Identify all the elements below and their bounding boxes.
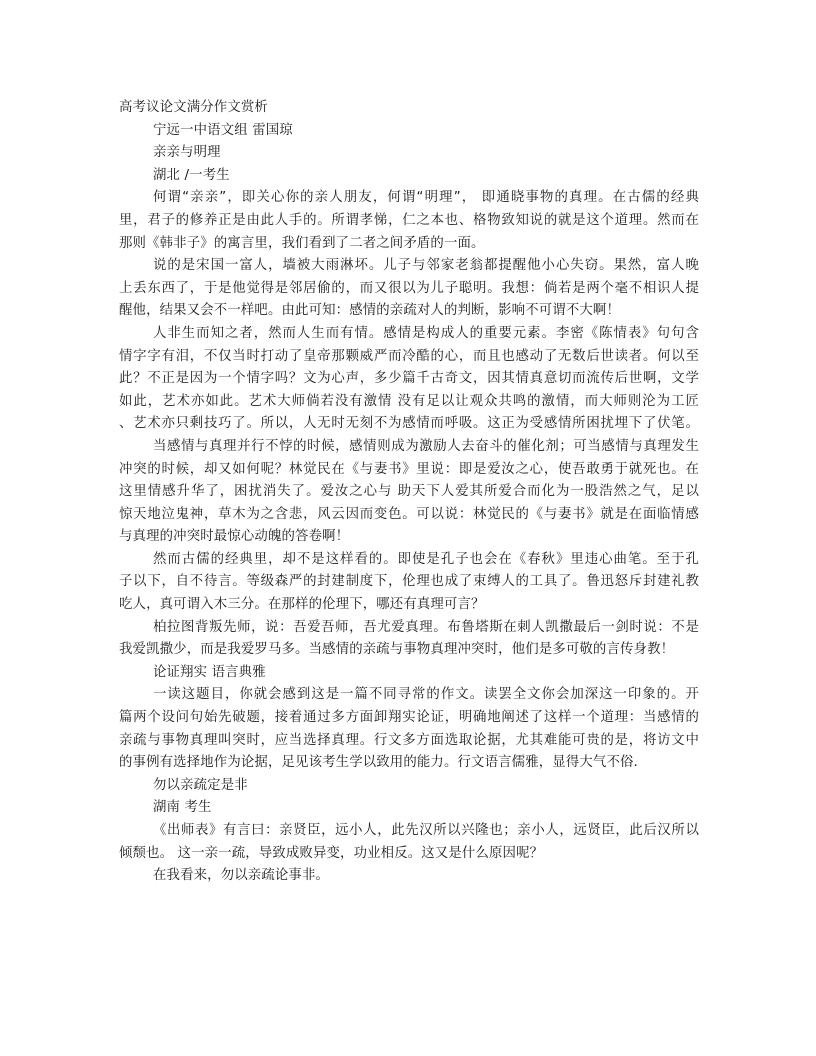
paragraph-line: 子以下，自不待言。等级森严的封建制度下，伦理也成了束缚人的工具了。鲁迅怒斥封建礼教 xyxy=(119,574,699,590)
paragraph-line: 情字字有泪，不仅当时打动了皇帝那颗威严而冷酷的心，而且也感动了无数后世读者。何以至 xyxy=(119,348,699,364)
paragraph-line: 人非生而知之者，然而人生而有情。感情是构成人的重要元素。李密《陈情表》句句含 xyxy=(153,325,699,341)
paragraph-line: 倾颓也。 这一亲一疏，导致成败异变，功业相反。这又是什么原因呢？ xyxy=(119,845,544,861)
paragraph-line: 的事例有选择地作为论据，足见该考生学以致用的能力。行文语言儒雅，显得大气不俗. xyxy=(119,755,638,771)
paragraph-line: 说的是宋国一富人，墙被大雨淋坏。儿子与邻家老翁都提醒他小心失窃。果然，富人晚 xyxy=(153,258,699,274)
essay-author: 湖南 考生 xyxy=(153,800,212,816)
paragraph-line: 惊天地泣鬼神，草木为之含悲，风云因而变色。可以说：林觉民的《与妻书》就是在面临情感 xyxy=(119,506,699,522)
essay-author: 湖北 /一考生 xyxy=(153,167,230,183)
paragraph-line: 这里情感升华了，困扰消失了。爱汝之心与 助天下人爱其所爱合而化为一股浩然之气，足以 xyxy=(119,484,699,500)
essay-title: 勿以亲疏定是非 xyxy=(153,777,248,793)
paragraph-line: 醒他，结果又会不一样吧。由此可知：感情的亲疏对人的判断，影响不可谓不大啊！ xyxy=(119,303,621,319)
paragraph-line: 何谓“亲亲”，即关心你的亲人朋友，何谓“明理”， 即通晓事物的真理。在古儒的经典 xyxy=(153,190,699,206)
paragraph-line: 与真理的冲突时最惊心动魄的答卷啊！ xyxy=(119,529,350,545)
paragraph-line: 冲突的时候，却又如何呢？林觉民在《与妻书》里说：即是爱汝之心，使吾敢勇于就死也。在 xyxy=(119,461,699,477)
document-title: 高考议论文满分作文赏析 xyxy=(119,100,268,115)
paragraph-line: 里，君子的修养正是由此人手的。所谓孝悌，仁之本也、格物致知说的就是这个道理。然而在 xyxy=(119,212,699,228)
paragraph-line: 亲疏与事物真理叫突时，应当选择真理。行文多方面选取论据，尤其难能可贵的是，将访文中 xyxy=(119,732,699,748)
paragraph-line: 《出师表》有言曰：亲贤臣，远小人，此先汉所以兴隆也；亲小人，远贤臣，此后汉所以 xyxy=(153,823,699,838)
paragraph-line: 然而古儒的经典里，却不是这样看的。即使是孔子也会在《春秋》里违心曲笔。至于孔 xyxy=(153,551,699,567)
paragraph-line: 上丢东西了，于是他觉得是邻居偷的，而又很以为儿子聪明。我想：倘若是两个毫不相识人提 xyxy=(119,280,699,296)
paragraph-line: 一读这题目，你就会感到这是一篇不同寻常的作文。读罢全文你会加深这一印象的。开 xyxy=(153,687,699,703)
paragraph-line: 吃人，真可谓入木三分。在那样的伦理下，哪还有真理可言？ xyxy=(119,597,485,613)
paragraph-line: 此？不正是因为一个情字吗？文为心声，多少篇千古奇文，因其情真意切而流传后世啊，文学 xyxy=(119,371,699,387)
paragraph-line: 当感情与真理并行不悖的时候，感情则成为激励人去奋斗的催化剂；可当感情与真理发生 xyxy=(153,438,699,454)
paragraph-line: 在我看来，勿以亲疏论事非。 xyxy=(153,868,330,884)
paragraph-line: 那则《韩非子》的寓言里，我们看到了二者之间矛盾的一面。 xyxy=(119,235,485,251)
essay-1-body xyxy=(119,187,699,661)
comment-body xyxy=(119,684,699,774)
essay-2-body xyxy=(119,820,699,888)
essay-title: 亲亲与明理 xyxy=(153,145,221,161)
comment-heading: 论证翔实 语言典雅 xyxy=(153,664,266,680)
paragraph-line: 柏拉图背叛先师，说：吾爱吾师，吾尤爱真理。布鲁塔斯在刺人凯撒最后一剑时说：不是 xyxy=(153,619,699,635)
document-body xyxy=(119,97,699,888)
author-line: 宁远一中语文组 雷国琼 xyxy=(153,122,293,138)
paragraph-line: 篇两个设问句始先破题，接着通过多方面卸翔实论证，明确地阐述了这样一个道理：当感情的 xyxy=(119,710,699,726)
paragraph-line: 如此，艺术亦如此。艺术大师倘若没有激情 没有足以让观众共鸣的激情，而大师则沦为工匠 xyxy=(119,393,699,409)
paragraph-line: 、艺术亦只剩技巧了。所以，人无时无刻不为感情而呼吸。这正为受感情所困扰埋下了伏笔。 xyxy=(119,416,699,432)
paragraph-line: 我爱凯撒少，而是我爱罗马多。当感情的亲疏与事物真理冲突时，他们是多可敬的言传身教！ xyxy=(119,642,675,658)
